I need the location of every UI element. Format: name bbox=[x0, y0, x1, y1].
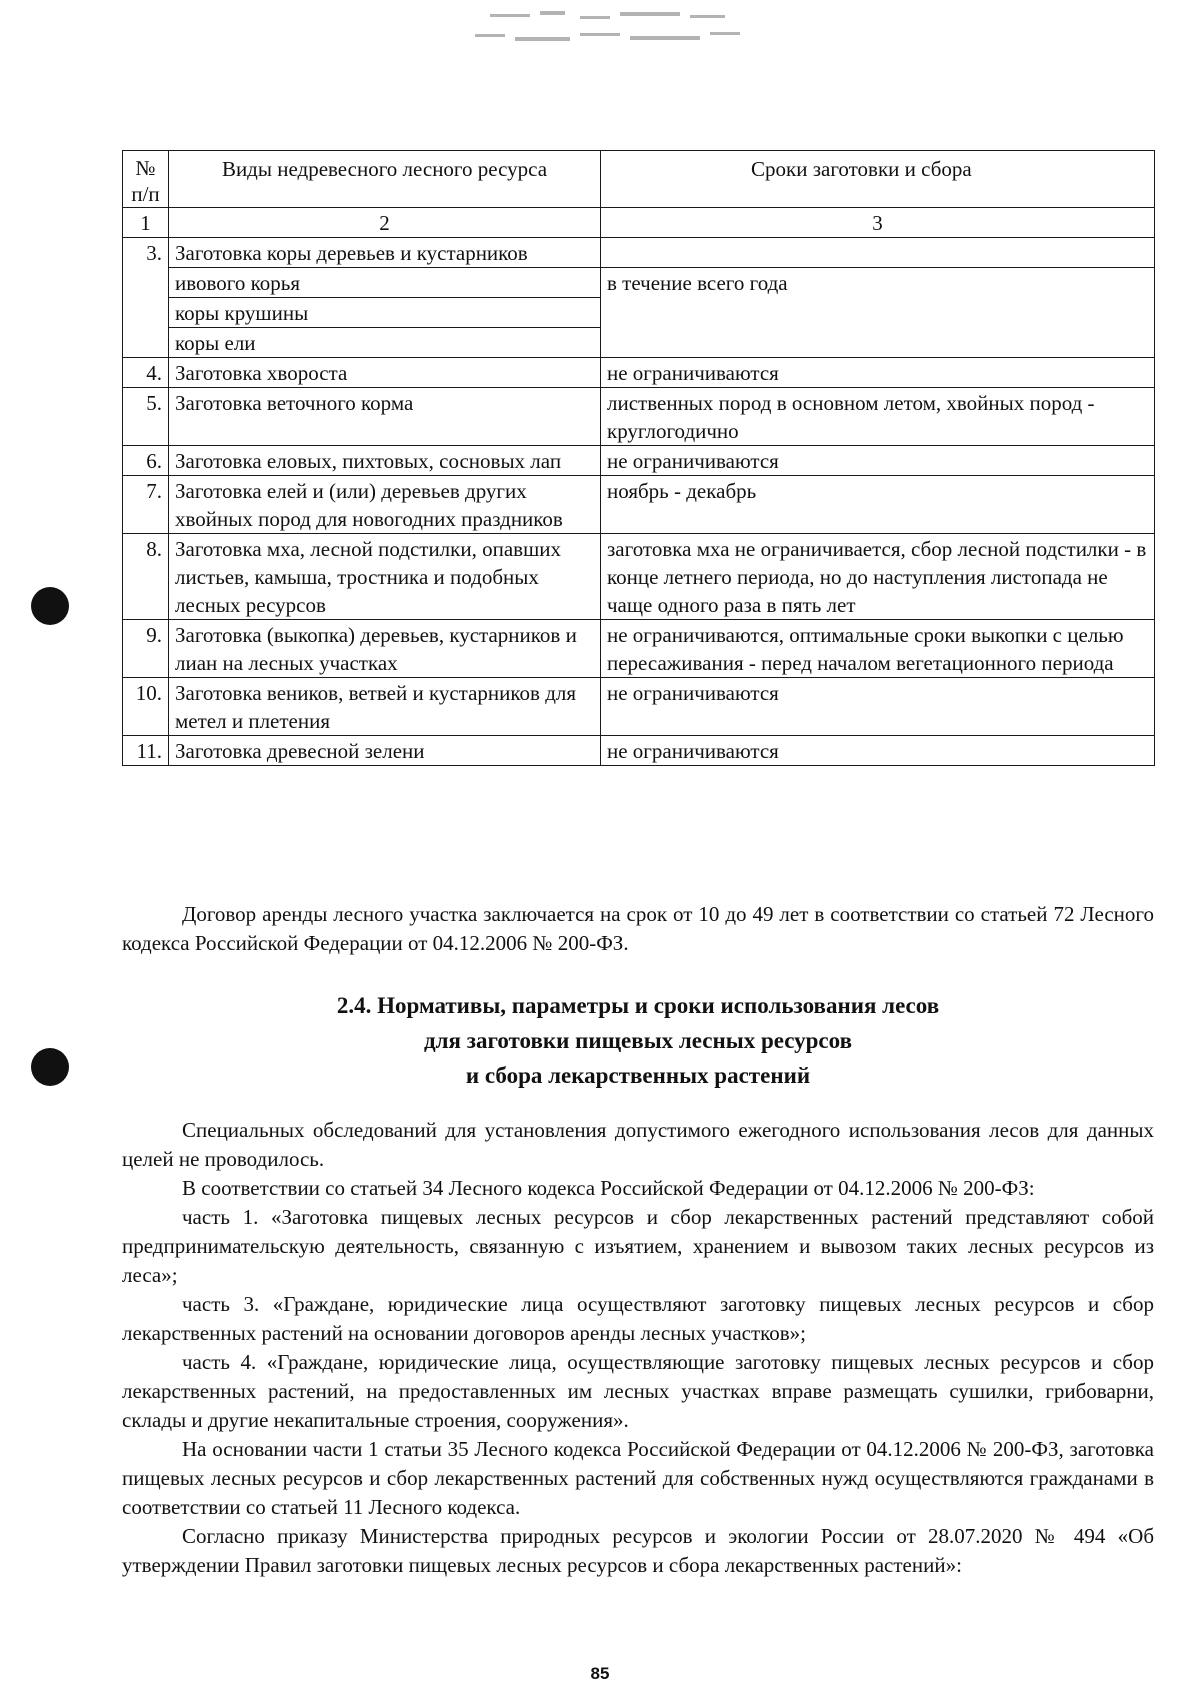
table-row bbox=[123, 534, 1155, 620]
table-header-row bbox=[123, 151, 1155, 208]
lease-paragraph: Договор аренды лесного участка заключается на срок от 10 до 49 лет в соответствии со статьей 72 Лесного кодекса Российской Федерации от 04.12.2006 № 200-ФЗ. bbox=[122, 902, 1154, 955]
binder-hole-top bbox=[31, 587, 69, 625]
row-resource-type: Заготовка древесной зелени bbox=[169, 736, 601, 766]
table-row bbox=[123, 736, 1155, 766]
body-paragraph: часть 3. «Граждане, юридические лица осуществляют заготовку пищевых лесных ресурсов и сбор лекарственных растений на основании договоров аренды лесных участков»; bbox=[122, 1292, 1154, 1345]
row-terms: не ограничиваются, оптимальные сроки выкопки с целью пересаживания - перед началом вегетационного периода bbox=[601, 620, 1155, 678]
row-resource-type: Заготовка (выкопка) деревьев, кустарников и лиан на лесных участках bbox=[169, 620, 601, 678]
row-terms: не ограничиваются bbox=[601, 446, 1155, 476]
column-number: 2 bbox=[169, 208, 601, 238]
header-terms: Сроки заготовки и сбора bbox=[601, 151, 1155, 208]
binder-hole-bottom bbox=[31, 1048, 69, 1086]
row-number: 8. bbox=[123, 534, 169, 620]
page-number: 85 bbox=[590, 1664, 610, 1683]
row-resource-type: коры ели bbox=[169, 328, 601, 358]
row-resource-type: Заготовка хвороста bbox=[169, 358, 601, 388]
row-resource-type: Заготовка веточного корма bbox=[169, 388, 601, 446]
row-number: 7. bbox=[123, 476, 169, 534]
body-paragraph: часть 1. «Заготовка пищевых лесных ресурсов и сбор лекарственных растений представляют собой предпринимательскую деятельность, связанную с изъятием, хранением и вывозом таких лесных ресурсов из леса»; bbox=[122, 1205, 1154, 1287]
row-terms: ноябрь - декабрь bbox=[601, 476, 1155, 534]
section-heading bbox=[122, 988, 1154, 1093]
header-resource-type: Виды недревесного лесного ресурса bbox=[169, 151, 601, 208]
body-paragraph: На основании части 1 статьи 35 Лесного кодекса Российской Федерации от 04.12.2006 № 200-ФЗ, заготовка пищевых лесных ресурсов и сбор лекарственных растений для собственных нужд осуществляются гражданами в соответствии со статьей 11 Лесного кодекса. bbox=[122, 1437, 1154, 1519]
section-heading-line: 2.4. Нормативы, параметры и сроки использования лесов bbox=[336, 993, 940, 1018]
body-paragraph: Специальных обследований для установления допустимого ежегодного использования лесов для данных целей не проводилось. bbox=[122, 1118, 1154, 1171]
row-number: 11. bbox=[123, 736, 169, 766]
row-resource-type: ивового корья bbox=[169, 268, 601, 298]
section-heading-line: для заготовки пищевых лесных ресурсов bbox=[424, 1028, 852, 1053]
body-paragraph: Согласно приказу Министерства природных ресурсов и экологии России от 28.07.2020 № 494 «Об утверждении Правил заготовки пищевых лесных ресурсов и сбора лекарственных растений»: bbox=[122, 1524, 1154, 1577]
table-row bbox=[123, 358, 1155, 388]
row-resource-type: коры крушины bbox=[169, 298, 601, 328]
scan-noise bbox=[470, 6, 770, 61]
column-number: 3 bbox=[601, 208, 1155, 238]
row-resource-type: Заготовка мха, лесной подстилки, опавших листьев, камыша, тростника и подобных лесных ресурсов bbox=[169, 534, 601, 620]
table-row bbox=[123, 388, 1155, 446]
row-terms: не ограничиваются bbox=[601, 358, 1155, 388]
body-paragraph: часть 4. «Граждане, юридические лица, осуществляющие заготовку пищевых лесных ресурсов и сбор лекарственных растений, на предоставленных им лесных участках вправе размещать сушилки, грибоварни, склады и другие некапитальные строения, сооружения». bbox=[122, 1350, 1154, 1432]
resource-terms-table bbox=[122, 150, 1155, 766]
table-row bbox=[123, 446, 1155, 476]
body-paragraph: В соответствии со статьей 34 Лесного кодекса Российской Федерации от 04.12.2006 № 200-ФЗ: bbox=[182, 1176, 1035, 1200]
header-num: № п/п bbox=[123, 151, 169, 208]
row-terms: не ограничиваются bbox=[601, 736, 1155, 766]
row-terms bbox=[601, 238, 1155, 268]
table-row bbox=[123, 620, 1155, 678]
row-resource-type: Заготовка коры деревьев и кустарников bbox=[169, 238, 601, 268]
section-heading-line: и сбора лекарственных растений bbox=[465, 1063, 811, 1088]
table-row bbox=[123, 238, 1155, 268]
row-resource-type: Заготовка еловых, пихтовых, сосновых лап bbox=[169, 446, 601, 476]
row-number: 4. bbox=[123, 358, 169, 388]
row-terms: не ограничиваются bbox=[601, 678, 1155, 736]
table-row bbox=[123, 268, 1155, 298]
row-resource-type: Заготовка елей и (или) деревьев других хвойных пород для новогодних праздников bbox=[169, 476, 601, 534]
row-number: 10. bbox=[123, 678, 169, 736]
table-column-numbers-row bbox=[123, 208, 1155, 238]
row-number: 9. bbox=[123, 620, 169, 678]
row-number: 6. bbox=[123, 446, 169, 476]
column-number: 1 bbox=[123, 208, 169, 238]
table-row bbox=[123, 476, 1155, 534]
row-terms: в течение всего года bbox=[601, 268, 1155, 358]
row-resource-type: Заготовка веников, ветвей и кустарников для метел и плетения bbox=[169, 678, 601, 736]
row-number: 3. bbox=[123, 238, 169, 358]
table-row bbox=[123, 678, 1155, 736]
row-terms: лиственных пород в основном летом, хвойных пород - круглогодично bbox=[601, 388, 1155, 446]
row-terms: заготовка мха не ограничивается, сбор лесной подстилки - в конце летнего периода, но до наступления листопада не чаще одного раза в пять лет bbox=[601, 534, 1155, 620]
row-number: 5. bbox=[123, 388, 169, 446]
